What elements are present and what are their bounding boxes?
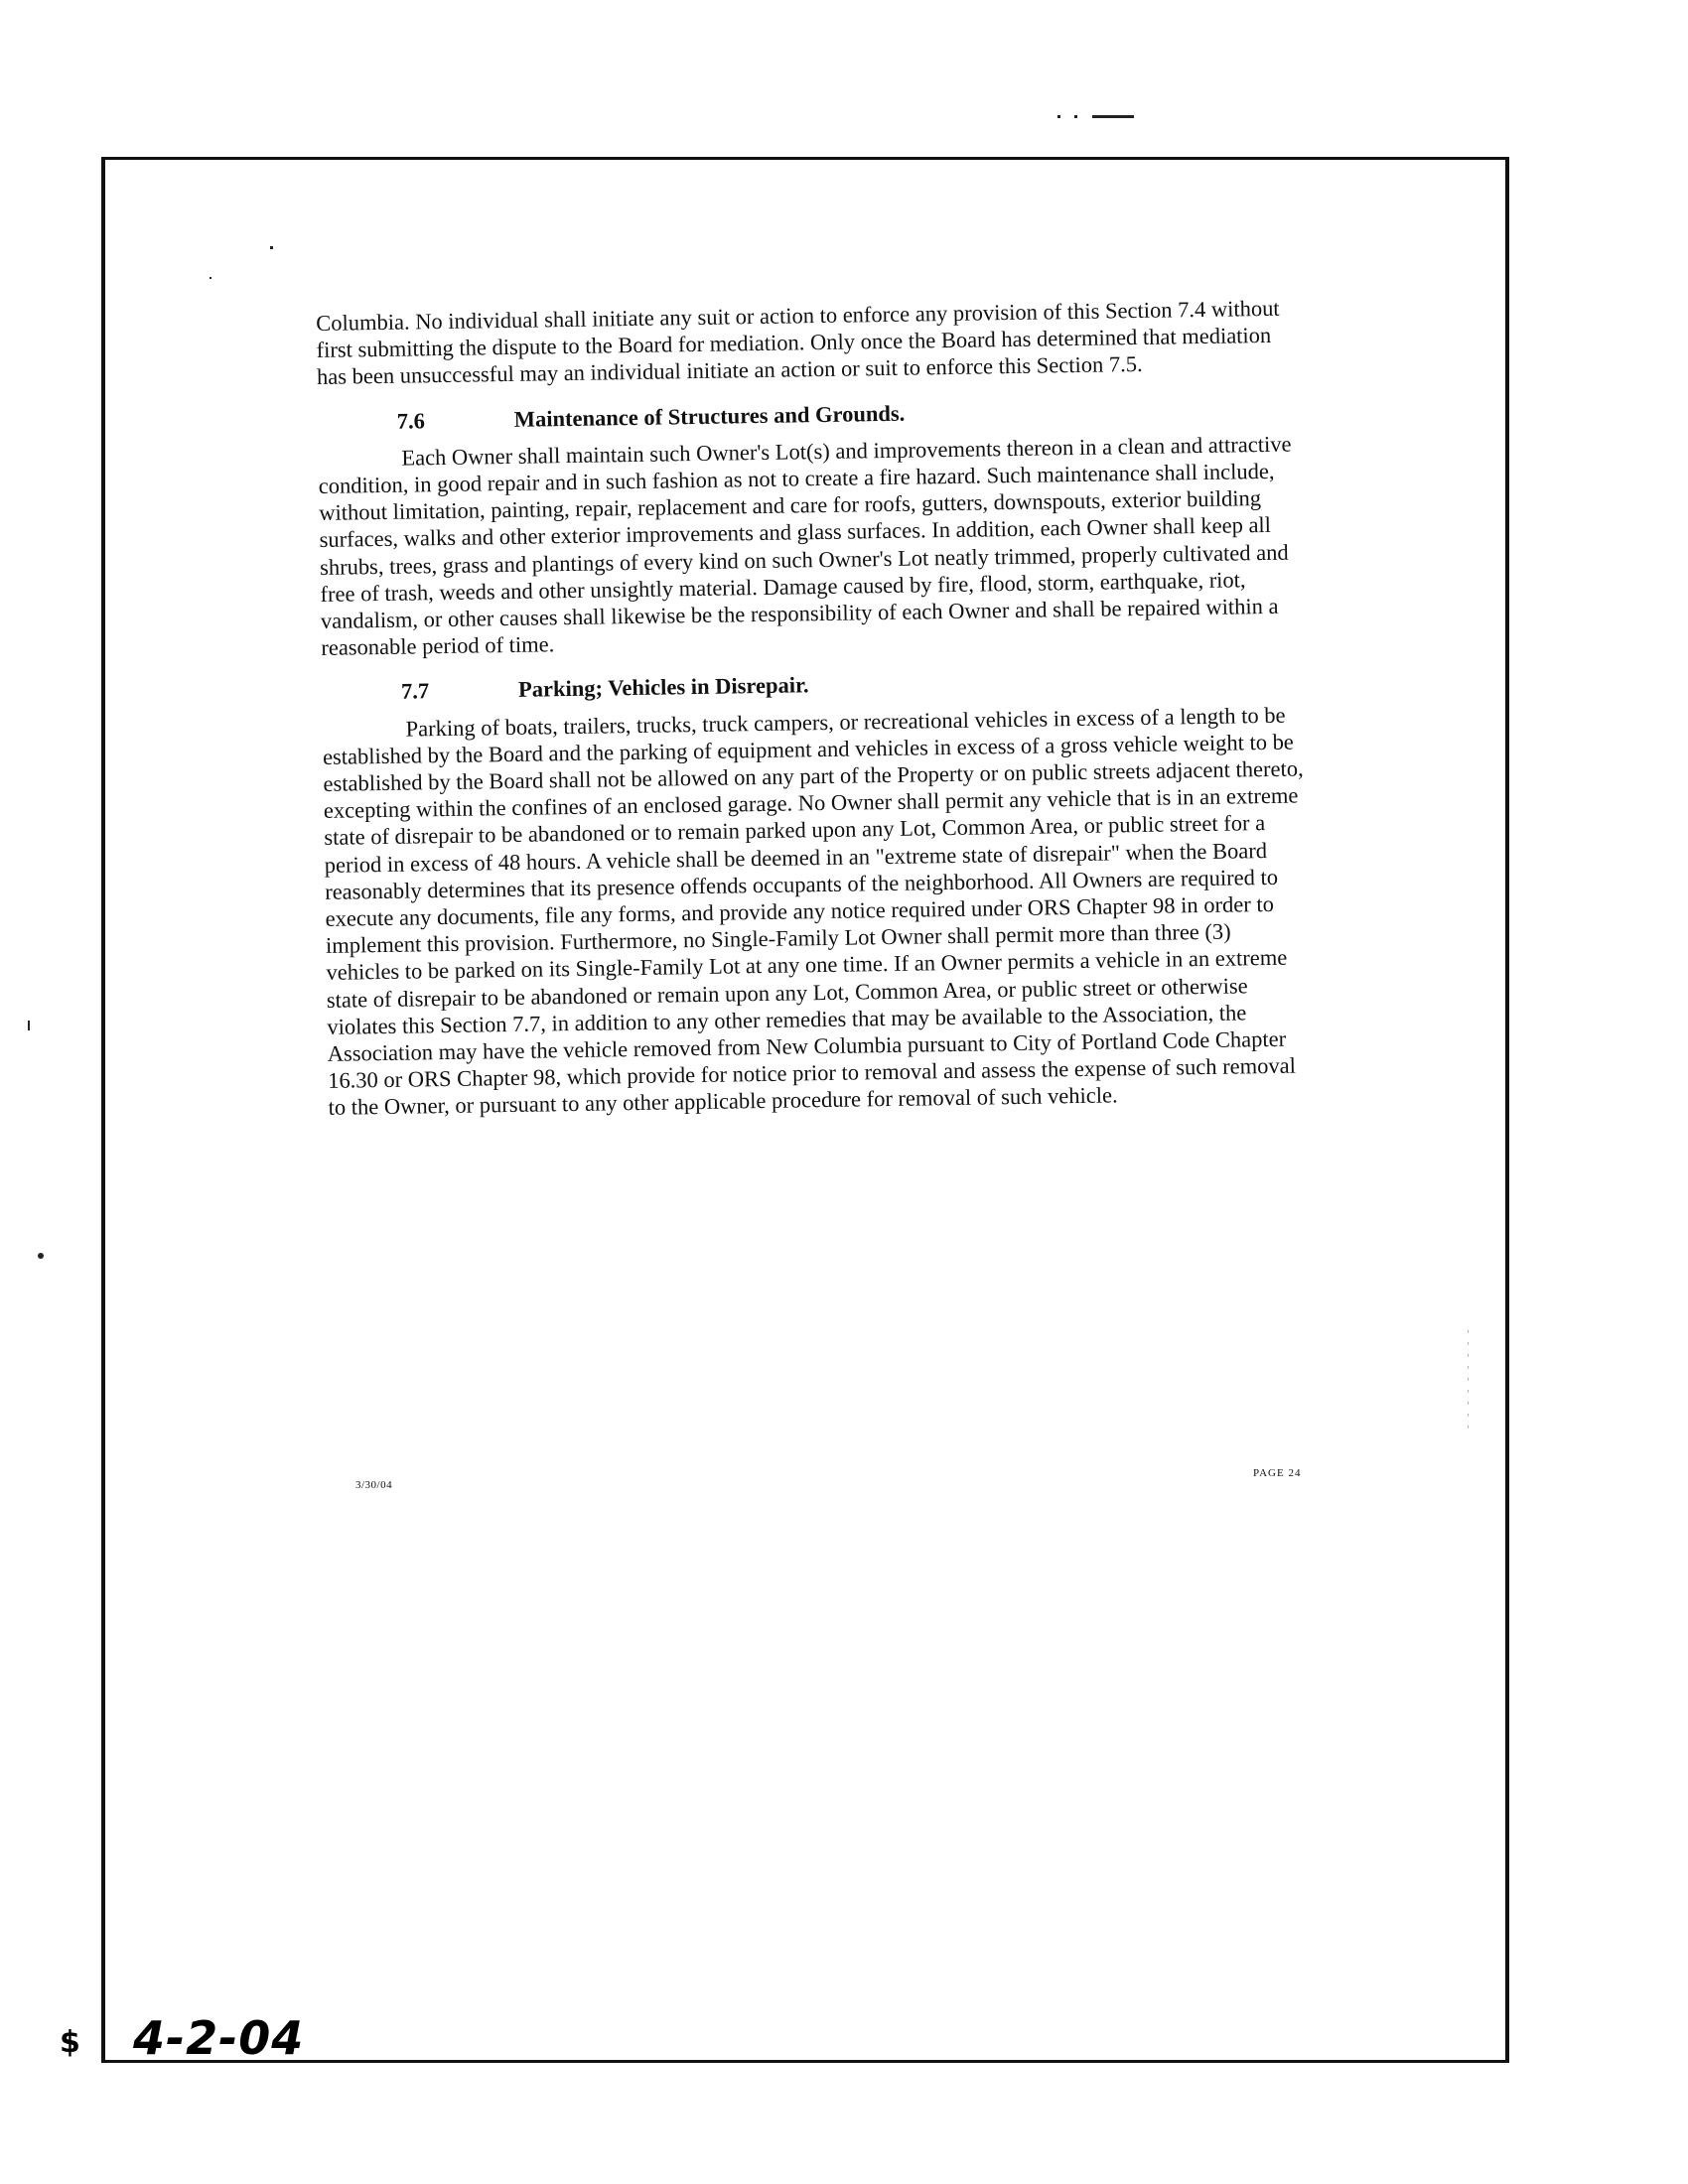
section-paragraph-7-6: Each Owner shall maintain such Owner's Lot(s) and improvements thereon in a clean and attractive condition, in good repair and in such fashion as not to create a fire hazard. Such maintenance shall include, without limitation, painting, repair, replacement and care for roofs, gutters, downspouts, exterior building surfaces, walks and other exterior improvements and glass surfaces. In addition, each Owner shall keep all shrubs, trees, grass and plantings of every kind on such Owner's Lot neatly trimmed, properly cultivated and free of trash, weeds and other unsightly material. Damage caused by fire, flood, storm, earthquake, riot, vandalism, or other causes shall likewise be the responsibility of each Owner and shall be repaired within a reasonable period of time. <box>318 431 1292 661</box>
section-title: Parking; Vehicles in Disrepair. <box>517 672 809 703</box>
section-paragraph-7-7: Parking of boats, trailers, trucks, truck campers, or recreational vehicles in excess of a length to be established by the Board and the parking of equipment and vehicles in excess of a gross vehicle weight to be established by the Board shall not be allowed on any part of the Property or on public streets adjacent thereto, excepting within the confines of an enclosed garage. No Owner shall permit any vehicle that is in an extreme state of disrepair to be abandoned or to remain parked upon any Lot, Common Area, or public street for a period in excess of 48 hours. A vehicle shall be deemed in an "extreme state of disrepair" when the Board reasonably determines that its presence offends occupants of the neighborhood. All Owners are required to execute any documents, file any forms, and provide any notice required under ORS Chapter 98 in order to implement this provision. Furthermore, no Single-Family Lot Owner shall permit more than three (3) vehicles to be parked on its Single-Family Lot at any one time. If an Owner permits a vehicle in an extreme state of disrepair to be abandoned or remain upon any Lot, Common Area, or public street or otherwise violates this Section 7.7, in addition to any other remedies that may be available to the Association, the Association may have the vehicle removed from New Columbia pursuant to City of Portland Code Chapter 16.30 or ORS Chapter 98, which provide for notice prior to removal and assess the expense of such removal to the Owner, or pursuant to any other applicable procedure for removal of such vehicle. <box>322 702 1304 1121</box>
section-heading-7-7 <box>322 664 1305 707</box>
handwritten-date: 4-2-04 <box>133 2011 305 2065</box>
scan-mark-left-tick <box>28 1021 30 1030</box>
scan-mark-top-dot <box>1074 115 1077 118</box>
footer-date: 3/30/04 <box>355 1479 393 1491</box>
section-number: 7.7 <box>400 678 430 705</box>
page-number: PAGE 24 <box>1253 1467 1302 1479</box>
section-number: 7.6 <box>396 407 426 434</box>
section-title: Maintenance of Structures and Grounds. <box>513 400 906 432</box>
scan-mark-left-glyph <box>38 1253 44 1259</box>
section-heading-7-6 <box>318 393 1301 436</box>
scan-mark-top-dot <box>1057 115 1060 118</box>
scan-speck <box>210 277 211 279</box>
intro-paragraph: Columbia. No individual shall initiate any suit or action to enforce any provision of this Section 7.4 without first submitting the dispute to the Board for mediation. Only once the Board has determined that mediation has been unsuccessful may an individual initiate an action or suit to enforce this Section 7.5. <box>316 295 1280 390</box>
document-body <box>316 294 1312 1121</box>
scan-speck <box>270 246 273 249</box>
scan-mark-top-dash <box>1092 115 1134 118</box>
scan-mark-right-dots <box>1468 1330 1469 1430</box>
handwritten-mark: $ <box>60 2025 80 2060</box>
